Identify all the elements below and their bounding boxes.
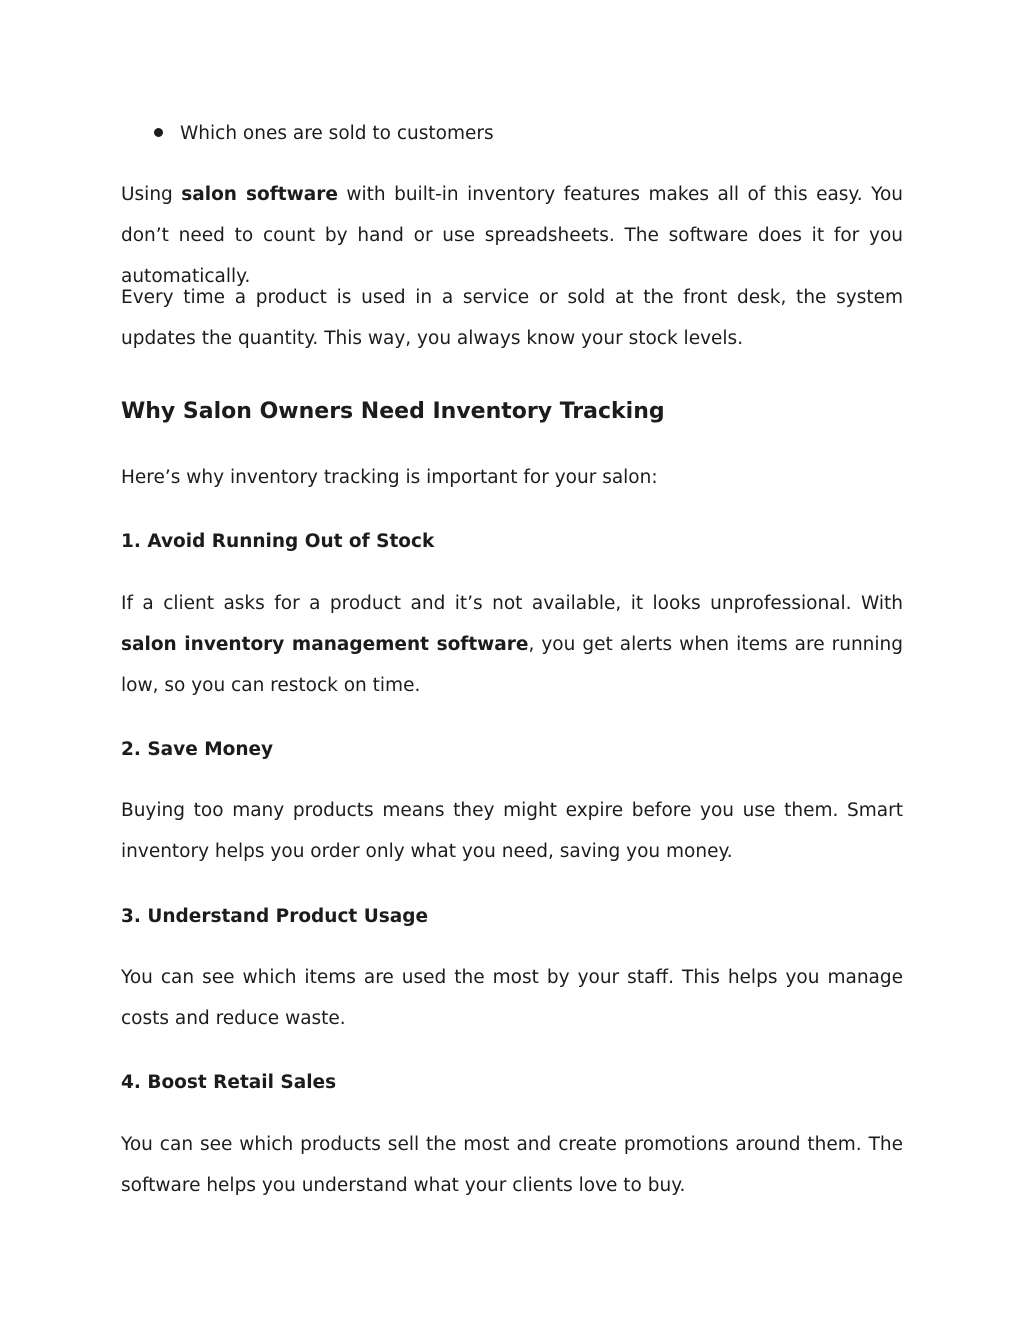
- intro-p1-text-start: Using: [121, 184, 182, 205]
- paragraph-avoid-running-out: [121, 583, 903, 706]
- intro-p1-bold-text: salon software: [181, 184, 338, 205]
- intro-p1-text-end: with built-in inventory features makes all of this easy. You don’t need to count by hand or use spreadsheets. The software does it for you automatically.: [121, 184, 903, 287]
- bullet-text: Which ones are sold to customers: [180, 123, 494, 144]
- bullet-dot-icon: [154, 128, 163, 137]
- intro-paragraph-2: Every time a product is used in a service or sold at the front desk, the system updates the quantity. This way, you always know your stock levels.: [121, 287, 903, 349]
- avoid-running-out-text-start: If a client asks for a product and it’s not available, it looks unprofessional. With: [121, 593, 903, 614]
- subheading-boost-retail: 4. Boost Retail Sales: [121, 1072, 337, 1093]
- section-lead: Here’s why inventory tracking is important for your salon:: [121, 467, 658, 488]
- subheading-save-money: 2. Save Money: [121, 739, 274, 760]
- subheading-product-usage: 3. Understand Product Usage: [121, 906, 429, 927]
- bullet-item: [154, 120, 494, 148]
- avoid-running-out-bold-text: salon inventory management software: [121, 634, 529, 655]
- section-heading: Why Salon Owners Need Inventory Tracking: [121, 399, 665, 424]
- paragraph-boost-retail: You can see which products sell the most and create promotions around them. The software helps you understand what your clients love to buy.: [121, 1134, 903, 1196]
- subheading-avoid-running-out: 1. Avoid Running Out of Stock: [121, 531, 435, 552]
- avoid-running-out-text-end: , you get alerts when items are running low, so you can restock on time.: [121, 634, 903, 696]
- paragraph-save-money: Buying too many products means they might expire before you use them. Smart inventory helps you order only what you need, saving you money.: [121, 800, 903, 862]
- paragraph-product-usage: You can see which items are used the most by your staff. This helps you manage costs and reduce waste.: [121, 967, 903, 1029]
